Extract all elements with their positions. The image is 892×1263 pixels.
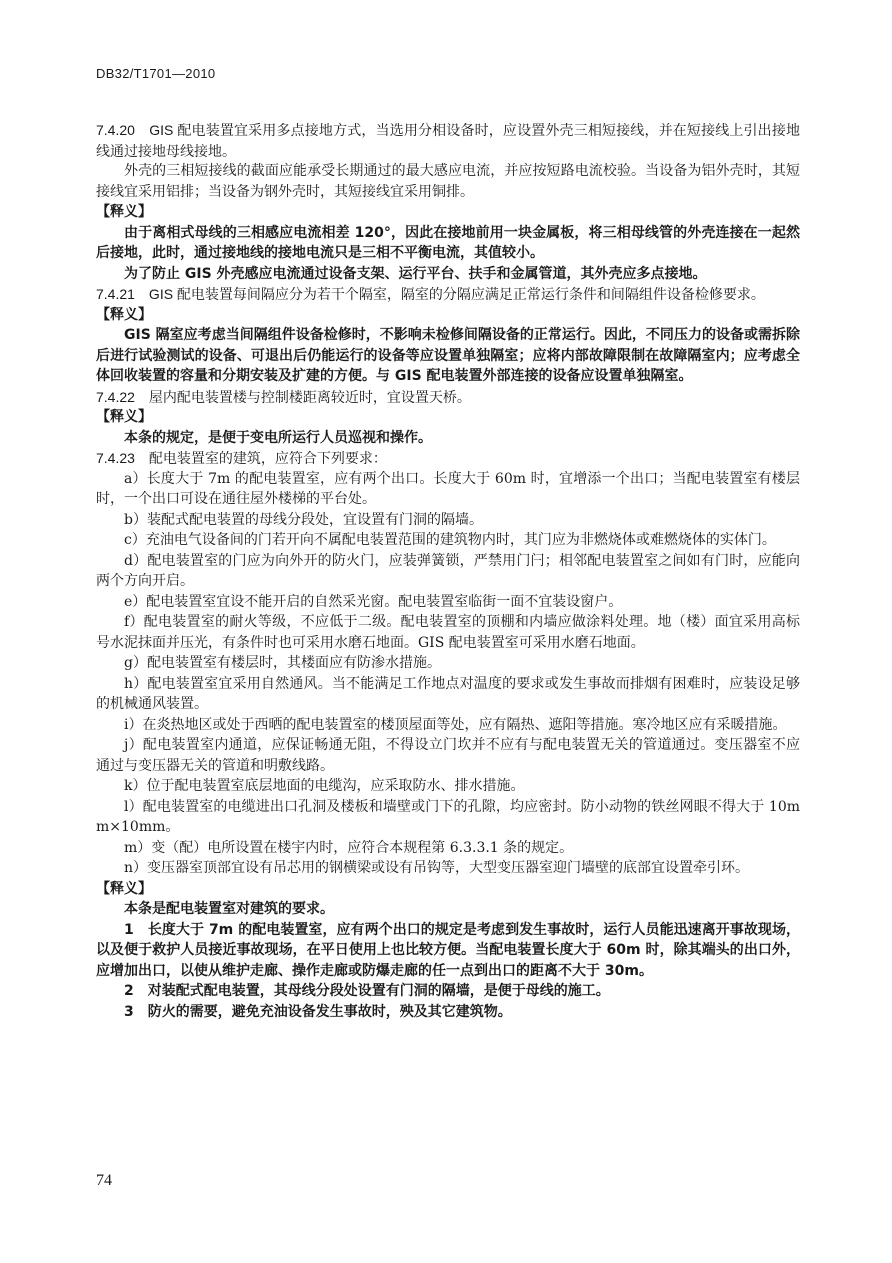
explanation-paragraph: 2 对装配式配电装置，其母线分段处设置有门洞的隔墙，是便于母线的施工。 bbox=[124, 983, 610, 999]
body-paragraph: n）变压器室顶部宜设有吊芯用的钢横梁或设有吊钩等，大型变压器室迎门墙壁的底部宜设置牵引环。 bbox=[124, 860, 750, 876]
explanation-paragraph: 本条的规定，是便于变电所运行人员巡视和操作。 bbox=[124, 429, 432, 446]
body-paragraph: l）配电装置室的电缆进出口孔洞及楼板和墙壁或门下的孔隙，均应密封。防小动物的铁丝网眼不得大于 10mm×10mm。 bbox=[96, 798, 800, 835]
clause-paragraph: 7.4.23 配电装置室的建筑，应符合下列要求： bbox=[96, 450, 387, 466]
body-paragraph: e）配电装置室宜设不能开启的自然采光窗。配电装置室临街一面不宜装设窗户。 bbox=[124, 593, 623, 610]
body-paragraph: j）配电装置室内通道，应保证畅通无阻，不得设立门坎并不应有与配电装置无关的管道通过。变压器室不应通过与变压器无关的管道和明敷线路。 bbox=[96, 737, 800, 774]
body-paragraph: f）配电装置室的耐火等级，不应低于二级。配电装置室的顶棚和内墙应做涂料处理。地（楼）面宜采用高标号水泥抹面并压光，有条件时也可采用水磨石地面。GIS 配电装置室可采用水磨石地面。 bbox=[96, 614, 800, 651]
explanation-paragraph: 由于离相式母线的三相感应电流相差 120°，因此在接地前用一块金属板，将三相母线管的外壳连接在一起然后接地，此时，通过接地线的接地电流只是三相不平衡电流，其值较小。 bbox=[96, 224, 800, 261]
explanation-tag: 【释义】 bbox=[96, 204, 152, 220]
body-paragraph: g）配电装置室有楼层时，其楼面应有防渗水措施。 bbox=[124, 655, 441, 671]
body-paragraph: 外壳的三相短接线的截面应能承受长期通过的最大感应电流，并应按短路电流校验。当设备为铝外壳时，其短接线宜采用铝排；当设备为钢外壳时，其短接线宜采用铜排。 bbox=[96, 163, 800, 200]
page-number: 74 bbox=[96, 1172, 112, 1189]
explanation-tag: 【释义】 bbox=[96, 409, 152, 425]
body-text bbox=[96, 120, 800, 1022]
body-paragraph: k）位于配电装置室底层地面的电缆沟，应采取防水、排水措施。 bbox=[124, 778, 525, 794]
body-paragraph: c）充油电气设备间的门若开向不属配电装置范围的建筑物内时，其门应为非燃烧体或难燃烧体的实体门。 bbox=[124, 532, 776, 548]
explanation-paragraph: 1 长度大于 7m 的配电装置室，应有两个出口的规定是考虑到发生事故时，运行人员能迅速离开事故现场，以及便于救护人员接近事故现场，在平日使用上也比较方便。当配电装置长度大于 60m 时，除其端头的出口外，应增加出口，以使从维护走廊、操作走廊或防爆走廊的任一点到出口的距离不大于 30m。 bbox=[96, 921, 800, 979]
body-paragraph: a）长度大于 7m 的配电装置室，应有两个出口。长度大于 60m 时，宜增添一个出口；当配电装置室有楼层时，一个出口可设在通往屋外楼梯的平台处。 bbox=[96, 470, 800, 507]
body-paragraph: i）在炎热地区或处于西晒的配电装置室的楼顶屋面等处，应有隔热、遮阳等措施。寒冷地区应有采暖措施。 bbox=[124, 716, 787, 733]
body-paragraph: d）配电装置室的门应为向外开的防火门，应装弹簧锁，严禁用门闩；相邻配电装置室之间如有门时，应能向两个方向开启。 bbox=[96, 552, 800, 589]
body-paragraph: h）配电装置室宜采用自然通风。当不能满足工作地点对温度的要求或发生事故而排烟有困难时，应装设足够的机械通风装置。 bbox=[96, 675, 800, 712]
body-paragraph: b）装配式配电装置的母线分段处，宜设置有门洞的隔墙。 bbox=[124, 511, 483, 528]
body-paragraph: m）变（配）电所设置在楼宇内时，应符合本规程第 6.3.3.1 条的规定。 bbox=[124, 839, 574, 856]
explanation-paragraph: 3 防火的需要，避免充油设备发生事故时，殃及其它建筑物。 bbox=[124, 1003, 512, 1020]
explanation-paragraph: 本条是配电装置室对建筑的要求。 bbox=[124, 901, 334, 917]
explanation-tag: 【释义】 bbox=[96, 880, 152, 897]
clause-paragraph: 7.4.20 GIS 配电装置宜采用多点接地方式，当选用分相设备时，应设置外壳三相短接线，并在短接线上引出接地线通过接地母线接地。 bbox=[96, 122, 800, 159]
explanation-paragraph: 为了防止 GIS 外壳感应电流通过设备支架、运行平台、扶手和金属管道，其外壳应多点接地。 bbox=[124, 265, 707, 282]
document-code: DB32/T1701—2010 bbox=[96, 66, 216, 81]
explanation-paragraph: GIS 隔室应考虑当间隔组件设备检修时，不影响未检修间隔设备的正常运行。因此，不同压力的设备或需拆除后进行试验测试的设备、可退出后仍能运行的设备等应设置单独隔室；应将内部故障限制在故障隔室内；应考虑全体回收装置的容量和分期安装及扩建的方便。与 GIS 配电装置外部连接的设备应设置单独隔室。 bbox=[96, 327, 800, 384]
explanation-tag: 【释义】 bbox=[96, 306, 152, 323]
clause-paragraph: 7.4.21 GIS 配电装置每间隔应分为若干个隔室，隔室的分隔应满足正常运行条件和间隔组件设备检修要求。 bbox=[96, 286, 765, 302]
clause-paragraph: 7.4.22 屋内配电装置楼与控制楼距离较近时，宜设置天桥。 bbox=[96, 388, 471, 405]
